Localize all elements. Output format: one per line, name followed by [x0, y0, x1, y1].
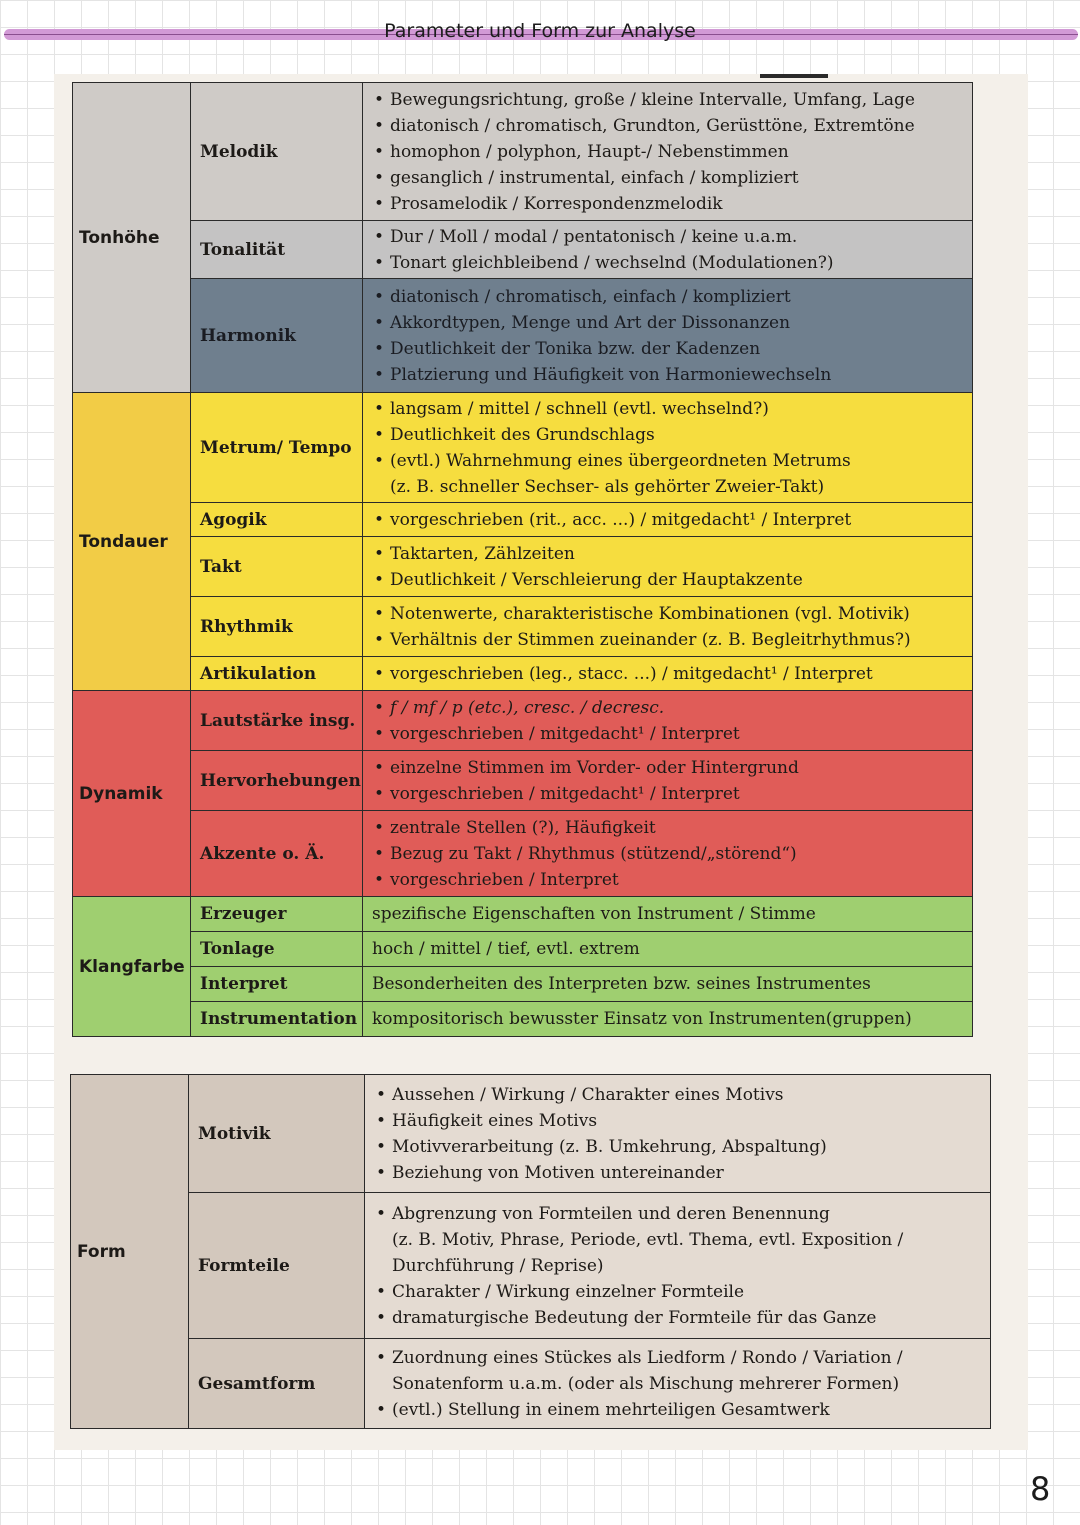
- param-description: [365, 1193, 991, 1339]
- list-item: Durchführung / Reprise): [392, 1255, 604, 1276]
- form-table: [70, 1074, 991, 1429]
- param-label: Takt: [191, 537, 363, 597]
- list-item: kompositorisch bewusster Einsatz von Instrumenten(gruppen): [372, 1009, 912, 1029]
- param-label: Erzeuger: [191, 897, 363, 932]
- photo-tab: [760, 74, 828, 78]
- group-label: Klangfarbe: [73, 897, 191, 1037]
- list-item: • vorgeschrieben / Interpret: [372, 867, 964, 893]
- list-item: • Bezug zu Takt / Rhythmus (stützend/„störend“): [372, 841, 964, 867]
- param-label: Agogik: [191, 503, 363, 537]
- param-label: Motivik: [189, 1075, 365, 1193]
- list-item: • Häufigkeit eines Motivs: [374, 1108, 982, 1134]
- table-row: [73, 597, 973, 657]
- list-item: spezifische Eigenschaften von Instrument / Stimme: [372, 904, 816, 924]
- list-item: • Deutlichkeit der Tonika bzw. der Kadenzen: [372, 336, 964, 362]
- list-item: • (evtl.) Stellung in einem mehrteiligen Gesamtwerk: [374, 1397, 982, 1423]
- table-row: [73, 83, 973, 221]
- table-row: [73, 751, 973, 811]
- list-item: • Beziehung von Motiven untereinander: [374, 1160, 982, 1186]
- param-label: Gesamtform: [189, 1339, 365, 1429]
- param-description: [363, 537, 973, 597]
- list-item: (z. B. schneller Sechser- als gehörter Zweier-Takt): [390, 476, 825, 497]
- table-row: [73, 221, 973, 279]
- param-description: [363, 597, 973, 657]
- list-item: • Tonart gleichbleibend / wechselnd (Modulationen?): [372, 250, 964, 276]
- param-description: [363, 811, 973, 897]
- param-description: [363, 897, 973, 932]
- param-description: [363, 393, 973, 503]
- list-item: • Abgrenzung von Formteilen und deren Benennung: [374, 1201, 982, 1227]
- list-item: • f / mf / p (etc.), cresc. / decresc.: [372, 695, 964, 721]
- list-item: • diatonisch / chromatisch, Grundton, Gerüsttöne, Extremtöne: [372, 113, 964, 139]
- list-item: • Akkordtypen, Menge und Art der Dissonanzen: [372, 310, 964, 336]
- param-label: Hervorhebungen: [191, 751, 363, 811]
- group-label: Dynamik: [73, 691, 191, 897]
- list-item: • Aussehen / Wirkung / Charakter eines Motivs: [374, 1082, 982, 1108]
- table-row: [73, 537, 973, 597]
- page-number: 8: [1030, 1470, 1051, 1508]
- param-description: [363, 751, 973, 811]
- list-item: • vorgeschrieben / mitgedacht¹ / Interpret: [372, 781, 964, 807]
- param-label: Instrumentation: [191, 1002, 363, 1037]
- table-row: [73, 691, 973, 751]
- param-label: Harmonik: [191, 279, 363, 393]
- table-row: [73, 811, 973, 897]
- list-item: • Verhältnis der Stimmen zueinander (z. B. Begleitrhythmus?): [372, 627, 964, 653]
- group-label: Form: [71, 1075, 189, 1429]
- list-item: • Platzierung und Häufigkeit von Harmoniewechseln: [372, 362, 964, 388]
- param-description: [363, 83, 973, 221]
- param-description: [363, 932, 973, 967]
- list-item: • Prosamelodik / Korrespondenzmelodik: [372, 191, 964, 217]
- param-description: [363, 1002, 973, 1037]
- param-label: Tonalität: [191, 221, 363, 279]
- table-row: [73, 932, 973, 967]
- table-row: [73, 657, 973, 691]
- param-description: [363, 279, 973, 393]
- group-label: Tondauer: [73, 393, 191, 691]
- table-row: [71, 1193, 991, 1339]
- list-item: • Motivverarbeitung (z. B. Umkehrung, Abspaltung): [374, 1134, 982, 1160]
- page-title: Parameter und Form zur Analyse: [384, 20, 696, 42]
- param-label: Lautstärke insg.: [191, 691, 363, 751]
- param-description: [363, 967, 973, 1002]
- table-row: [71, 1075, 991, 1193]
- param-description: [363, 691, 973, 751]
- list-item: • Dur / Moll / modal / pentatonisch / keine u.a.m.: [372, 224, 964, 250]
- list-item: • diatonisch / chromatisch, einfach / kompliziert: [372, 284, 964, 310]
- list-item: • Zuordnung eines Stückes als Liedform / Rondo / Variation /: [374, 1345, 982, 1371]
- list-item: • vorgeschrieben / mitgedacht¹ / Interpret: [372, 721, 964, 747]
- table-row: [73, 1002, 973, 1037]
- list-item: hoch / mittel / tief, evtl. extrem: [372, 939, 640, 959]
- group-label: Tonhöhe: [73, 83, 191, 393]
- list-item: • dramaturgische Bedeutung der Formteile für das Ganze: [374, 1305, 982, 1331]
- table-row: [71, 1339, 991, 1429]
- list-item: • Deutlichkeit des Grundschlags: [372, 422, 964, 448]
- param-label: Artikulation: [191, 657, 363, 691]
- param-description: [365, 1075, 991, 1193]
- list-item: • Bewegungsrichtung, große / kleine Intervalle, Umfang, Lage: [372, 87, 964, 113]
- list-item: Sonatenform u.a.m. (oder als Mischung mehrerer Formen): [392, 1373, 900, 1394]
- list-item: • Taktarten, Zählzeiten: [372, 541, 964, 567]
- table-row: [73, 279, 973, 393]
- table-row: [73, 967, 973, 1002]
- list-item: • homophon / polyphon, Haupt-/ Nebenstimmen: [372, 139, 964, 165]
- list-item: • Charakter / Wirkung einzelner Formteile: [374, 1279, 982, 1305]
- list-item: • vorgeschrieben (rit., acc. ...) / mitgedacht¹ / Interpret: [372, 507, 964, 533]
- param-label: Interpret: [191, 967, 363, 1002]
- param-label: Akzente o. Ä.: [191, 811, 363, 897]
- param-description: [363, 657, 973, 691]
- list-item: • einzelne Stimmen im Vorder- oder Hintergrund: [372, 755, 964, 781]
- list-item: • gesanglich / instrumental, einfach / kompliziert: [372, 165, 964, 191]
- param-label: Formteile: [189, 1193, 365, 1339]
- param-description: [365, 1339, 991, 1429]
- list-item: • Deutlichkeit / Verschleierung der Hauptakzente: [372, 567, 964, 593]
- list-item: • Notenwerte, charakteristische Kombinationen (vgl. Motivik): [372, 601, 964, 627]
- list-item: • langsam / mittel / schnell (evtl. wechselnd?): [372, 396, 964, 422]
- param-label: Rhythmik: [191, 597, 363, 657]
- list-item: • zentrale Stellen (?), Häufigkeit: [372, 815, 964, 841]
- list-item: • (evtl.) Wahrnehmung eines übergeordneten Metrums: [372, 448, 964, 474]
- param-label: Melodik: [191, 83, 363, 221]
- list-item: • vorgeschrieben (leg., stacc. ...) / mitgedacht¹ / Interpret: [372, 661, 964, 687]
- parameter-table: [72, 82, 973, 1037]
- param-label: Tonlage: [191, 932, 363, 967]
- param-description: [363, 503, 973, 537]
- param-label: Metrum/ Tempo: [191, 393, 363, 503]
- list-item: Besonderheiten des Interpreten bzw. seines Instrumentes: [372, 974, 871, 994]
- list-item: (z. B. Motiv, Phrase, Periode, evtl. Thema, evtl. Exposition /: [392, 1229, 904, 1250]
- table-row: [73, 503, 973, 537]
- table-row: [73, 897, 973, 932]
- table-row: [73, 393, 973, 503]
- param-description: [363, 221, 973, 279]
